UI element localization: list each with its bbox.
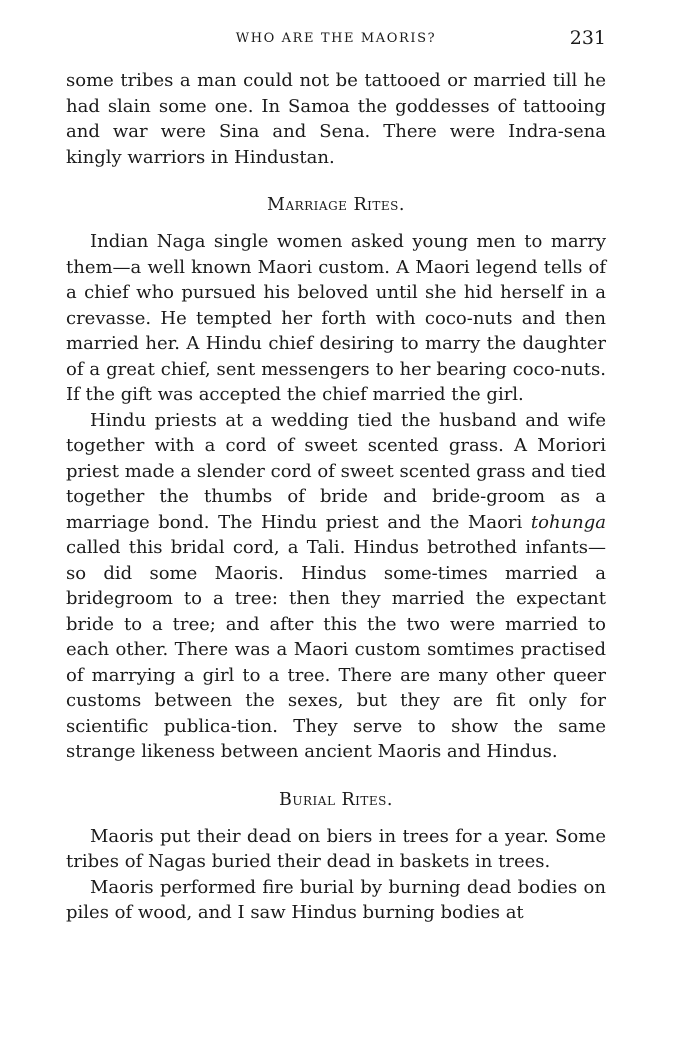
marriage-rites-heading: Marriage Rites. [267, 195, 405, 215]
body-text [66, 68, 606, 926]
running-head [66, 20, 606, 48]
running-title: WHO ARE THE MAORIS? [235, 31, 437, 46]
tohunga-term: tohunga [530, 511, 606, 533]
burial-paragraph-2: Maoris performed fire burial by burning dead bodies on piles of wood, and I saw Hindus burning bodies at [66, 876, 606, 923]
page-number: 231 [569, 27, 606, 49]
book-page [66, 20, 606, 926]
marriage-paragraph-2-start: Hindu priests at a wedding tied the husband and wife together with a cord of sweet scented grass. A Moriori priest made a slender cord of sweet scented grass and tied together the thumbs of bride and bride-groom as a marriage bond. The Hindu priest and the Maori [66, 409, 606, 533]
burial-paragraph-1: Maoris put their dead on biers in trees for a year. Some tribes of Nagas buried their dead in baskets in trees. [66, 825, 606, 872]
intro-paragraph: some tribes a man could not be tattooed or married till he had slain some one. In Samoa the goddesses of tattooing and war were Sina and Sena. There were Indra-sena kingly warriors in Hindustan. [66, 70, 606, 168]
burial-rites-heading: Burial Rites. [279, 789, 393, 810]
marriage-paragraph-2-end: called this bridal cord, a Tali. Hindus betrothed infants—so did some Maoris. Hindus some-times married a bridegroom to a tree: then they married the expectant bride to a tree; and after this the two were married to each other. There was a Maori custom somtimes practised of marrying a girl to a tree. There are many other queer customs between the sexes, but they are fit only for scientific publica-tion. They serve to show the same strange likeness between ancient Maoris and Hindus. [66, 537, 606, 762]
marriage-paragraph-1: Indian Naga single women asked young men to marry them—a well known Maori custom. A Maori legend tells of a chief who pursued his beloved until she hid herself in a crevasse. He tempted her forth with coco-nuts and then married her. A Hindu chief desiring to marry the daughter of a great chief, sent messengers to her bearing coco-nuts. If the gift was accepted the chief married the girl. [66, 231, 606, 405]
marriage-paragraph-2 [66, 408, 606, 765]
